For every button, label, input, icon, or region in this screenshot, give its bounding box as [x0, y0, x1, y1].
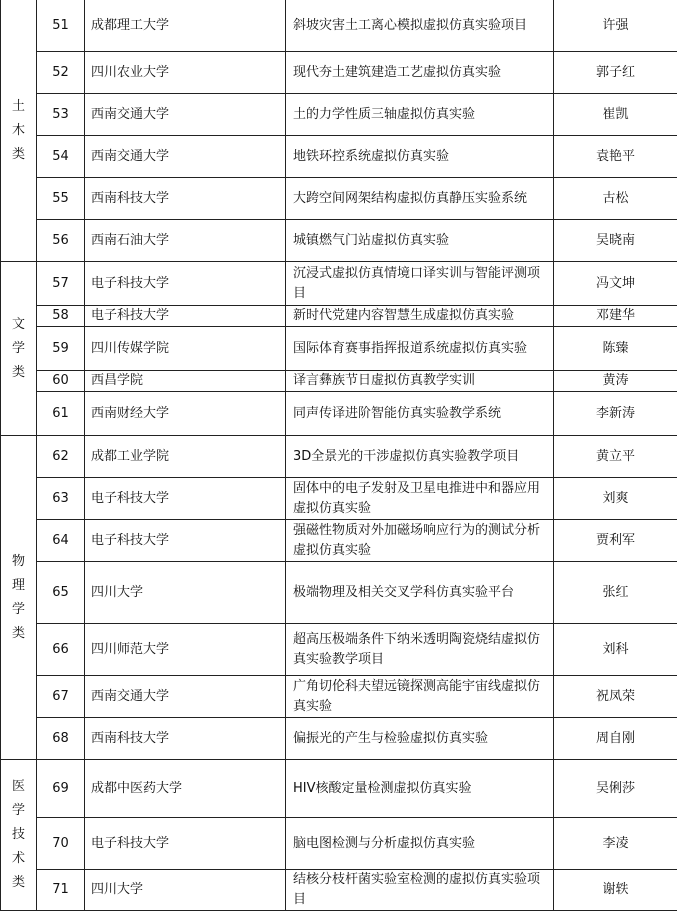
project-cell: 极端物理及相关交叉学科仿真实验平台 [286, 562, 554, 624]
table-row [1, 178, 677, 220]
row-number: 71 [37, 870, 85, 911]
leader-cell: 冯文坤 [554, 262, 677, 306]
university-cell: 成都理工大学 [85, 0, 286, 52]
university-cell: 西南财经大学 [85, 392, 286, 436]
table-row [1, 624, 677, 676]
leader-cell: 许强 [554, 0, 677, 52]
university-cell: 西南石油大学 [85, 220, 286, 262]
table-row [1, 562, 677, 624]
row-number: 64 [37, 520, 85, 562]
university-cell: 成都中医药大学 [85, 760, 286, 818]
category-char: 土 [11, 98, 25, 114]
leader-cell: 吴晓南 [554, 220, 677, 262]
project-cell: 同声传译进阶智能仿真实验教学系统 [286, 392, 554, 436]
category-char: 类 [11, 625, 25, 641]
category-cell [1, 760, 37, 911]
category-cell [1, 0, 37, 262]
leader-cell: 黄立平 [554, 436, 677, 478]
category-char: 学 [11, 601, 25, 617]
table-row [1, 220, 677, 262]
leader-cell: 邓建华 [554, 306, 677, 327]
category-char: 类 [11, 146, 25, 162]
university-cell: 西南科技大学 [85, 178, 286, 220]
project-cell: 强磁性物质对外加磁场响应行为的测试分析虚拟仿真实验 [286, 520, 554, 562]
row-number: 53 [37, 94, 85, 136]
project-cell: 斜坡灾害土工离心模拟虚拟仿真实验项目 [286, 0, 554, 52]
table-row [1, 760, 677, 818]
category-char: 医 [11, 779, 25, 794]
category-char: 类 [11, 364, 25, 380]
leader-cell: 谢轶 [554, 870, 677, 911]
project-cell: 脑电图检测与分析虚拟仿真实验 [286, 818, 554, 870]
project-cell: 沉浸式虚拟仿真情境口译实训与智能评测项目 [286, 262, 554, 306]
leader-cell: 刘科 [554, 624, 677, 676]
table-row [1, 52, 677, 94]
category-char: 木 [11, 122, 25, 138]
table-row [1, 392, 677, 436]
row-number: 56 [37, 220, 85, 262]
row-number: 58 [37, 306, 85, 327]
project-cell: 广角切伦科夫望远镜探测高能宇宙线虚拟仿真实验 [286, 676, 554, 718]
university-cell: 西南交通大学 [85, 676, 286, 718]
row-number: 59 [37, 327, 85, 371]
project-cell: 土的力学性质三轴虚拟仿真实验 [286, 94, 554, 136]
project-cell: 城镇燃气门站虚拟仿真实验 [286, 220, 554, 262]
university-cell: 四川师范大学 [85, 624, 286, 676]
university-cell: 电子科技大学 [85, 262, 286, 306]
category-char: 学 [11, 803, 25, 818]
university-cell: 电子科技大学 [85, 478, 286, 520]
row-number: 61 [37, 392, 85, 436]
project-cell: HIV核酸定量检测虚拟仿真实验 [286, 760, 554, 818]
leader-cell: 崔凯 [554, 94, 677, 136]
row-number: 63 [37, 478, 85, 520]
university-cell: 西南科技大学 [85, 718, 286, 760]
university-cell: 西南交通大学 [85, 136, 286, 178]
project-cell: 超高压极端条件下纳米透明陶瓷烧结虚拟仿真实验教学项目 [286, 624, 554, 676]
leader-cell: 张红 [554, 562, 677, 624]
university-cell: 成都工业学院 [85, 436, 286, 478]
row-number: 66 [37, 624, 85, 676]
leader-cell: 周自刚 [554, 718, 677, 760]
row-number: 65 [37, 562, 85, 624]
project-cell: 现代夯土建筑建造工艺虚拟仿真实验 [286, 52, 554, 94]
university-cell: 电子科技大学 [85, 306, 286, 327]
table-row [1, 718, 677, 760]
leader-cell: 刘爽 [554, 478, 677, 520]
project-cell: 结核分枝杆菌实验室检测的虚拟仿真实验项目 [286, 870, 554, 911]
row-number: 70 [37, 818, 85, 870]
row-number: 69 [37, 760, 85, 818]
university-cell: 四川传媒学院 [85, 327, 286, 371]
category-char: 学 [11, 340, 25, 356]
category-char: 技 [11, 827, 25, 842]
table-row [1, 94, 677, 136]
university-cell: 电子科技大学 [85, 520, 286, 562]
table-row [1, 520, 677, 562]
category-cell [1, 262, 37, 436]
university-cell: 西昌学院 [85, 371, 286, 392]
category-char: 类 [11, 875, 25, 890]
project-cell: 3D全景光的干涉虚拟仿真实验教学项目 [286, 436, 554, 478]
project-cell: 新时代党建内容智慧生成虚拟仿真实验 [286, 306, 554, 327]
table-row [1, 327, 677, 371]
leader-cell: 祝凤荣 [554, 676, 677, 718]
table-row [1, 371, 677, 392]
leader-cell: 郭子红 [554, 52, 677, 94]
university-cell: 四川大学 [85, 562, 286, 624]
table-row [1, 676, 677, 718]
table-row [1, 136, 677, 178]
row-number: 55 [37, 178, 85, 220]
row-number: 54 [37, 136, 85, 178]
row-number: 51 [37, 0, 85, 52]
project-cell: 固体中的电子发射及卫星电推进中和器应用虚拟仿真实验 [286, 478, 554, 520]
row-number: 62 [37, 436, 85, 478]
leader-cell: 李新涛 [554, 392, 677, 436]
category-char: 理 [11, 577, 25, 593]
university-cell: 电子科技大学 [85, 818, 286, 870]
category-char: 文 [11, 316, 25, 332]
row-number: 57 [37, 262, 85, 306]
leader-cell: 黄涛 [554, 371, 677, 392]
table-row [1, 436, 677, 478]
table-row [1, 262, 677, 306]
leader-cell: 吴俐莎 [554, 760, 677, 818]
category-char: 术 [11, 851, 25, 866]
project-cell: 国际体育赛事指挥报道系统虚拟仿真实验 [286, 327, 554, 371]
project-cell: 偏振光的产生与检验虚拟仿真实验 [286, 718, 554, 760]
leader-cell: 古松 [554, 178, 677, 220]
leader-cell: 李凌 [554, 818, 677, 870]
project-cell: 译言彝族节日虚拟仿真教学实训 [286, 371, 554, 392]
row-number: 52 [37, 52, 85, 94]
row-number: 60 [37, 371, 85, 392]
table-row [1, 0, 677, 52]
row-number: 67 [37, 676, 85, 718]
leader-cell: 陈臻 [554, 327, 677, 371]
project-cell: 地铁环控系统虚拟仿真实验 [286, 136, 554, 178]
leader-cell: 袁艳平 [554, 136, 677, 178]
table-row [1, 478, 677, 520]
university-cell: 四川农业大学 [85, 52, 286, 94]
projects-table-body [1, 0, 677, 911]
table-row [1, 870, 677, 911]
table-row [1, 306, 677, 327]
leader-cell: 贾利军 [554, 520, 677, 562]
category-cell [1, 436, 37, 760]
row-number: 68 [37, 718, 85, 760]
project-cell: 大跨空间网架结构虚拟仿真静压实验系统 [286, 178, 554, 220]
university-cell: 西南交通大学 [85, 94, 286, 136]
category-char: 物 [11, 553, 25, 569]
table-row [1, 818, 677, 870]
university-cell: 四川大学 [85, 870, 286, 911]
